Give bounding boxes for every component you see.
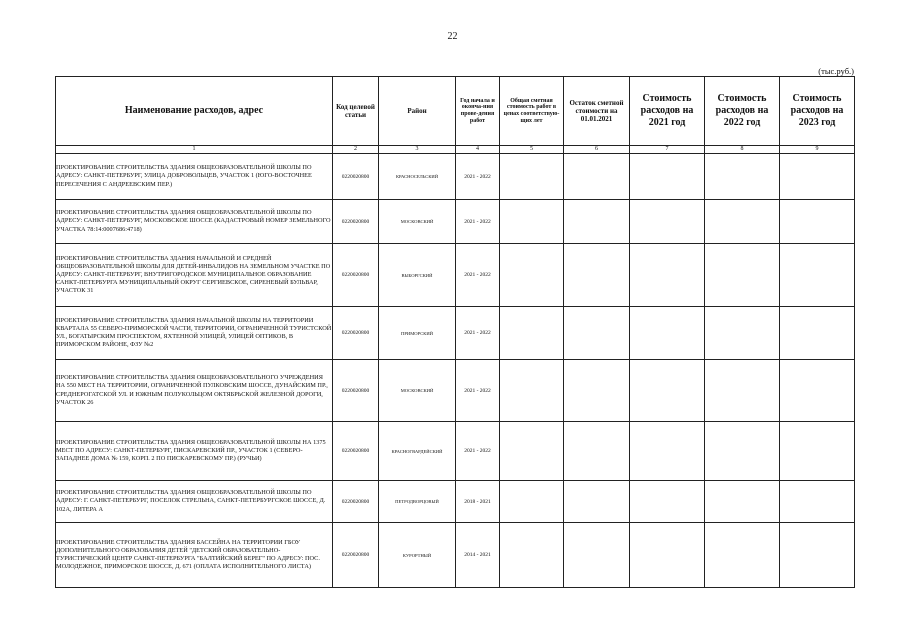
cost-2023-cell — [780, 154, 855, 200]
column-number: 2 — [333, 146, 379, 154]
target-code-cell: 0220020800 — [333, 154, 379, 200]
estimate-balance-cell — [564, 523, 630, 588]
target-code-cell: 0220020800 — [333, 481, 379, 523]
page-number: 22 — [447, 31, 458, 42]
header-estimate: Общая сметная стоимость работ в ценах соответствую-щих лет — [500, 77, 564, 146]
work-years-cell: 2018 - 2021 — [456, 481, 500, 523]
target-code-cell: 0220020800 — [333, 422, 379, 481]
total-estimate-cell — [500, 422, 564, 481]
district-cell: КРАСНОГВАРДЕЙСКИЙ — [379, 422, 456, 481]
expense-name-cell: ПРОЕКТИРОВАНИЕ СТРОИТЕЛЬСТВА ЗДАНИЯ ОБЩЕОБРАЗОВАТЕЛЬНОЙ ШКОЛЫ ПО АДРЕСУ: САНКТ-ПЕТЕРБУРГ, УЛИЦА ДОБРОВОЛЬЦЕВ, УЧАСТОК 1 (ЮГО-ВОСТОЧНЕЕ ПЕРЕСЕЧЕНИЯ С АНДРЕЕВСКИМ ПЕР.) — [56, 154, 333, 200]
column-number-row — [56, 146, 855, 154]
cost-2022-cell — [705, 154, 780, 200]
column-number: 5 — [500, 146, 564, 154]
total-estimate-cell — [500, 307, 564, 360]
expense-name-cell: ПРОЕКТИРОВАНИЕ СТРОИТЕЛЬСТВА ЗДАНИЯ НАЧАЛЬНОЙ ШКОЛЫ НА ТЕРРИТОРИИ КВАРТАЛА 55 СЕВЕРО-ПРИМОРСКОЙ ЧАСТИ, ТЕРРИТОРИИ, ОГРАНИЧЕННОЙ ТУРИСТСКОЙ УЛ., БОГАТЫРСКИМ ПРОСПЕКТОМ, ЯХТЕННОЙ УЛИЦЕЙ, УЛИЦЕЙ ОПТИКОВ, В ПРИМОРСКОМ РАЙОНЕ, ФЗУ №2 — [56, 307, 333, 360]
column-numbers — [56, 146, 855, 154]
column-number: 1 — [56, 146, 333, 154]
district-cell: КУРОРТНЫЙ — [379, 523, 456, 588]
cost-2023-cell — [780, 481, 855, 523]
cost-2023-cell — [780, 244, 855, 307]
cost-2021-cell — [630, 307, 705, 360]
target-code-cell: 0220020800 — [333, 307, 379, 360]
table-row — [56, 360, 855, 422]
target-code-cell: 0220020800 — [333, 200, 379, 244]
table-row — [56, 307, 855, 360]
total-estimate-cell — [500, 154, 564, 200]
expense-name-cell: ПРОЕКТИРОВАНИЕ СТРОИТЕЛЬСТВА ЗДАНИЯ ОБЩЕОБРАЗОВАТЕЛЬНОЙ ШКОЛЫ НА 1375 МЕСТ ПО АДРЕСУ: САНКТ-ПЕТЕРБУРГ, ПИСКАРЕВСКИЙ ПР., УЧАСТОК 1 (СЕВЕРО-ЗАПАДНЕЕ ДОМА № 159, КОРП. 2 ПО ПИСКАРЕВСКОМУ ПР.) (РУЧЬИ) — [56, 422, 333, 481]
cost-2021-cell — [630, 481, 705, 523]
estimate-balance-cell — [564, 481, 630, 523]
cost-2023-cell — [780, 307, 855, 360]
expense-name-cell: ПРОЕКТИРОВАНИЕ СТРОИТЕЛЬСТВА ЗДАНИЯ ОБЩЕОБРАЗОВАТЕЛЬНОЙ ШКОЛЫ ПО АДРЕСУ: САНКТ-ПЕТЕРБУРГ, МОСКОВСКОЕ ШОССЕ (КАДАСТРОВЫЙ НОМЕР ЗЕМЕЛЬНОГО УЧАСТКА 78:14:0007686:4718) — [56, 200, 333, 244]
table-row — [56, 481, 855, 523]
cost-2022-cell — [705, 523, 780, 588]
header-cost-2021: Стоимость расходов на 2021 год — [630, 77, 705, 146]
target-code-cell: 0220020800 — [333, 523, 379, 588]
district-cell: ПЕТРОДВОРЦОВЫЙ — [379, 481, 456, 523]
column-number: 3 — [379, 146, 456, 154]
table-header — [56, 77, 855, 146]
total-estimate-cell — [500, 200, 564, 244]
table-body — [56, 154, 855, 588]
work-years-cell: 2021 - 2022 — [456, 422, 500, 481]
cost-2022-cell — [705, 244, 780, 307]
column-number: 6 — [564, 146, 630, 154]
work-years-cell: 2021 - 2022 — [456, 307, 500, 360]
expense-name-cell: ПРОЕКТИРОВАНИЕ СТРОИТЕЛЬСТВА ЗДАНИЯ ОБЩЕОБРАЗОВАТЕЛЬНОЙ ШКОЛЫ ПО АДРЕСУ: Г. САНКТ-ПЕТЕРБУРГ, ПОСЕЛОК СТРЕЛЬНА, САНКТ-ПЕТЕРБУРГСКОЕ ШОССЕ, Д. 102А, ЛИТЕРА А — [56, 481, 333, 523]
expense-name-cell: ПРОЕКТИРОВАНИЕ СТРОИТЕЛЬСТВА ЗДАНИЯ ОБЩЕОБРАЗОВАТЕЛЬНОГО УЧРЕЖДЕНИЯ НА 550 МЕСТ НА ТЕРРИТОРИИ, ОГРАНИЧЕННОЙ ПУЛКОВСКИМ ШОССЕ, ДУНАЙСКИМ ПР., СРЕДНЕРОГАТСКОЙ УЛ. И ЮЖНЫМ ПОЛУКОЛЬЦОМ ОКТЯБРЬСКОЙ ЖЕЛЕЗНОЙ ДОРОГИ, УЧАСТОК 26 — [56, 360, 333, 422]
column-number: 8 — [705, 146, 780, 154]
cost-2021-cell — [630, 154, 705, 200]
estimate-balance-cell — [564, 307, 630, 360]
cost-2023-cell — [780, 523, 855, 588]
cost-2021-cell — [630, 360, 705, 422]
units-label: (тыс.руб.) — [818, 66, 854, 76]
estimate-balance-cell — [564, 200, 630, 244]
target-code-cell: 0220020800 — [333, 244, 379, 307]
estimate-balance-cell — [564, 422, 630, 481]
header-cost-2023: Стоимость расходов на 2023 год — [780, 77, 855, 146]
table-row — [56, 200, 855, 244]
total-estimate-cell — [500, 523, 564, 588]
cost-2022-cell — [705, 481, 780, 523]
estimate-balance-cell — [564, 360, 630, 422]
cost-2022-cell — [705, 360, 780, 422]
header-balance: Остаток сметной стоимости на 01.01.2021 — [564, 77, 630, 146]
work-years-cell: 2021 - 2022 — [456, 154, 500, 200]
district-cell: ПРИМОРСКИЙ — [379, 307, 456, 360]
target-code-cell: 0220020800 — [333, 360, 379, 422]
district-cell: МОСКОВСКИЙ — [379, 200, 456, 244]
header-name: Наименование расходов, адрес — [56, 77, 333, 146]
header-district: Район — [379, 77, 456, 146]
work-years-cell: 2021 - 2022 — [456, 200, 500, 244]
budget-table — [55, 76, 855, 588]
district-cell: МОСКОВСКИЙ — [379, 360, 456, 422]
expense-name-cell: ПРОЕКТИРОВАНИЕ СТРОИТЕЛЬСТВА ЗДАНИЯ БАССЕЙНА НА ТЕРРИТОРИИ ГБОУ ДОПОЛНИТЕЛЬНОГО ОБРАЗОВАНИЯ ДЕТЕЙ "ДЕТСКИЙ ОБРАЗОВАТЕЛЬНО-ТУРИСТИЧЕСКИЙ ЦЕНТР САНКТ-ПЕТЕРБУРГА "БАЛТИЙСКИЙ БЕРЕГ" ПО АДРЕСУ: ПОС. МОЛОДЕЖНОЕ, ПРИМОРСКОЕ ШОССЕ, Д. 671 (ОПЛАТА ИСПОЛНИТЕЛЬНОГО ЛИСТА) — [56, 523, 333, 588]
cost-2021-cell — [630, 422, 705, 481]
total-estimate-cell — [500, 360, 564, 422]
work-years-cell: 2021 - 2022 — [456, 244, 500, 307]
column-number: 7 — [630, 146, 705, 154]
work-years-cell: 2021 - 2022 — [456, 360, 500, 422]
header-years: Год начала и оконча-ния прове-дения работ — [456, 77, 500, 146]
estimate-balance-cell — [564, 154, 630, 200]
table-row — [56, 154, 855, 200]
estimate-balance-cell — [564, 244, 630, 307]
header-code: Код целевой статьи — [333, 77, 379, 146]
total-estimate-cell — [500, 244, 564, 307]
total-estimate-cell — [500, 481, 564, 523]
table-row — [56, 244, 855, 307]
work-years-cell: 2014 - 2021 — [456, 523, 500, 588]
column-number: 9 — [780, 146, 855, 154]
header-cost-2022: Стоимость расходов на 2022 год — [705, 77, 780, 146]
cost-2022-cell — [705, 422, 780, 481]
district-cell: КРАСНОСЕЛЬСКИЙ — [379, 154, 456, 200]
cost-2023-cell — [780, 200, 855, 244]
table-row — [56, 422, 855, 481]
cost-2023-cell — [780, 422, 855, 481]
table-row — [56, 523, 855, 588]
cost-2021-cell — [630, 244, 705, 307]
cost-2023-cell — [780, 360, 855, 422]
cost-2021-cell — [630, 200, 705, 244]
cost-2022-cell — [705, 200, 780, 244]
column-number: 4 — [456, 146, 500, 154]
cost-2021-cell — [630, 523, 705, 588]
cost-2022-cell — [705, 307, 780, 360]
district-cell: ВЫБОРГСКИЙ — [379, 244, 456, 307]
expense-name-cell: ПРОЕКТИРОВАНИЕ СТРОИТЕЛЬСТВА ЗДАНИЯ НАЧАЛЬНОЙ И СРЕДНЕЙ ОБЩЕОБРАЗОВАТЕЛЬНОЙ ШКОЛЫ ДЛЯ ДЕТЕЙ-ИНВАЛИДОВ НА ЗЕМЕЛЬНОМ УЧАСТКЕ ПО АДРЕСУ: САНКТ-ПЕТЕРБУРГ, ВНУТРИГОРОДСКОЕ МУНИЦИПАЛЬНОЕ ОБРАЗОВАНИЕ САНКТ-ПЕТЕРБУРГА МУНИЦИПАЛЬНЫЙ ОКРУГ СЕРГИЕВСКОЕ, СИРЕНЕВЫЙ БУЛЬВАР, УЧАСТОК 31 — [56, 244, 333, 307]
